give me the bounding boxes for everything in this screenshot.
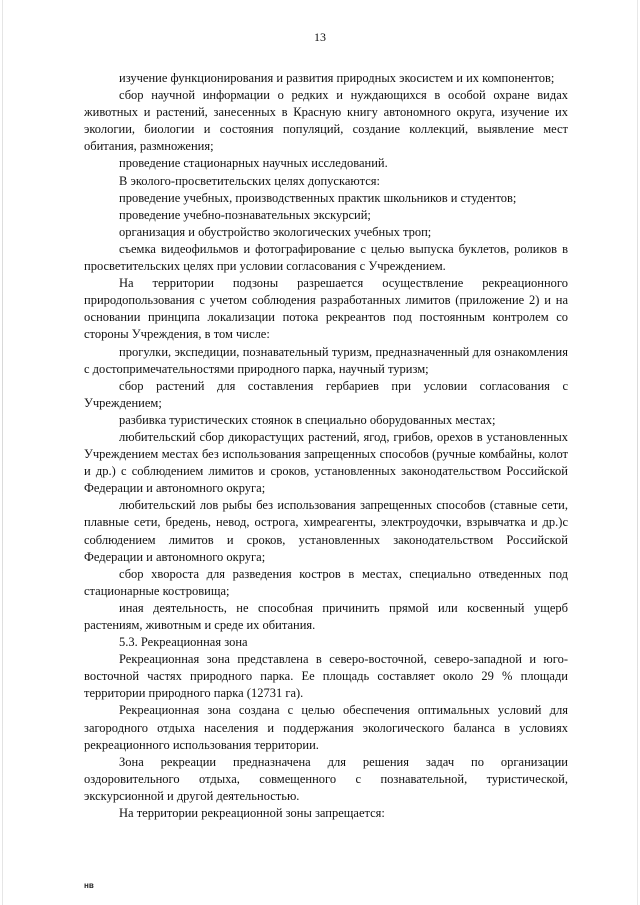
page-number: 13: [314, 30, 326, 44]
paragraph-eco-education-heading: В эколого-просветительских целях допускаются:: [119, 173, 380, 188]
scan-edge-right: [637, 0, 638, 905]
paragraph-eco-trails: организация и обустройство экологических учебных троп;: [119, 224, 432, 239]
document-body: [84, 70, 568, 822]
paragraph-prohibited-heading: На территории рекреационной зоны запрещается:: [119, 806, 385, 821]
footer-mark: нв: [84, 881, 94, 890]
paragraph-zone-tasks: Зона рекреации предназначена для решения задач по организации оздоровительного отдыха, совмещенного с познавательной, туристической, экскурсионной и другой деятельностью.: [84, 754, 568, 803]
paragraph-herbarium: сбор растений для составления гербариев при условии согласования с Учреждением;: [84, 378, 568, 410]
paragraph-other-activity: иная деятельность, не способная причинить прямой или косвенный ущерб растениям, животным и среде их обитания.: [84, 600, 568, 632]
paragraph-walks-tourism: прогулки, экспедиции, познавательный туризм, предназначенный для ознакомления с достопримечательностями природного парка, научный туризм;: [84, 344, 568, 376]
paragraph-zone-location: Рекреационная зона представлена в северо-восточной, северо-западной и юго-восточной частях природного парка. Ее площадь составляет около 29 % площади территории природного парка (12731 га).: [84, 652, 568, 701]
paragraph-zone-purpose: Рекреационная зона создана с целью обеспечения оптимальных условий для загородного отдыха населения и поддержания экологического баланса в условиях рекреационного использования территории.: [84, 703, 568, 752]
paragraph-tourist-camps: разбивка туристических стоянок в специально оборудованных местах;: [119, 412, 496, 427]
paragraph-fishing: любительский лов рыбы без использования запрещенных способов (ставные сети, плавные сети, бредень, невод, острога, химреагенты, электроудочки, взрывчатка и др.)с соблюдением лимитов и сроков, установленных законодательством Российской Федерации и автономного округа;: [84, 498, 568, 564]
paragraph-brushwood: сбор хвороста для разведения костров в местах, специально отведенных под стационарные костровища;: [84, 566, 568, 598]
paragraph-excursions: проведение учебно-познавательных экскурсий;: [119, 207, 371, 222]
paragraph-wild-plants-collecting: любительский сбор дикорастущих растений, ягод, грибов, орехов в установленных Учреждением местах без использования запрещенных способов (ручные комбайны, колот и др.) с соблюдением лимитов и сроков, установленных законодательством Российской Федерации и автономного округа;: [84, 429, 568, 496]
paragraph-ecosystem-study: изучение функционирования и развития природных экосистем и их компонентов;: [119, 71, 555, 85]
paragraph-filming: съемка видеофильмов и фотографирование с целью выпуска буклетов, роликов в просветительских целях при условии согласования с Учреждением.: [84, 241, 568, 274]
paragraph-recreation-permitted: На территории подзоны разрешается осуществление рекреационного природопользования с учетом соблюдения разработанных лимитов (приложение 2) и на основании принципа локализации потока рекреантов под постоянным контролем со стороны Учреждения, в том числе:: [84, 276, 568, 342]
paragraph-stationary-research: проведение стационарных научных исследований.: [119, 156, 388, 171]
paragraph-scientific-info: сбор научной информации о редких и нуждающихся в особой охране видах животных и растений, занесенных в Красную книгу автономного округа, изучение их экологии, биологии и состояния популяций, создание коллекций, выявление мест обитания, размножения;: [84, 88, 568, 154]
scan-edge-left: [2, 0, 3, 905]
paragraph-practice: проведение учебных, производственных практик школьников и студентов;: [119, 190, 517, 205]
section-heading-recreation-zone: 5.3. Рекреационная зона: [119, 635, 248, 650]
